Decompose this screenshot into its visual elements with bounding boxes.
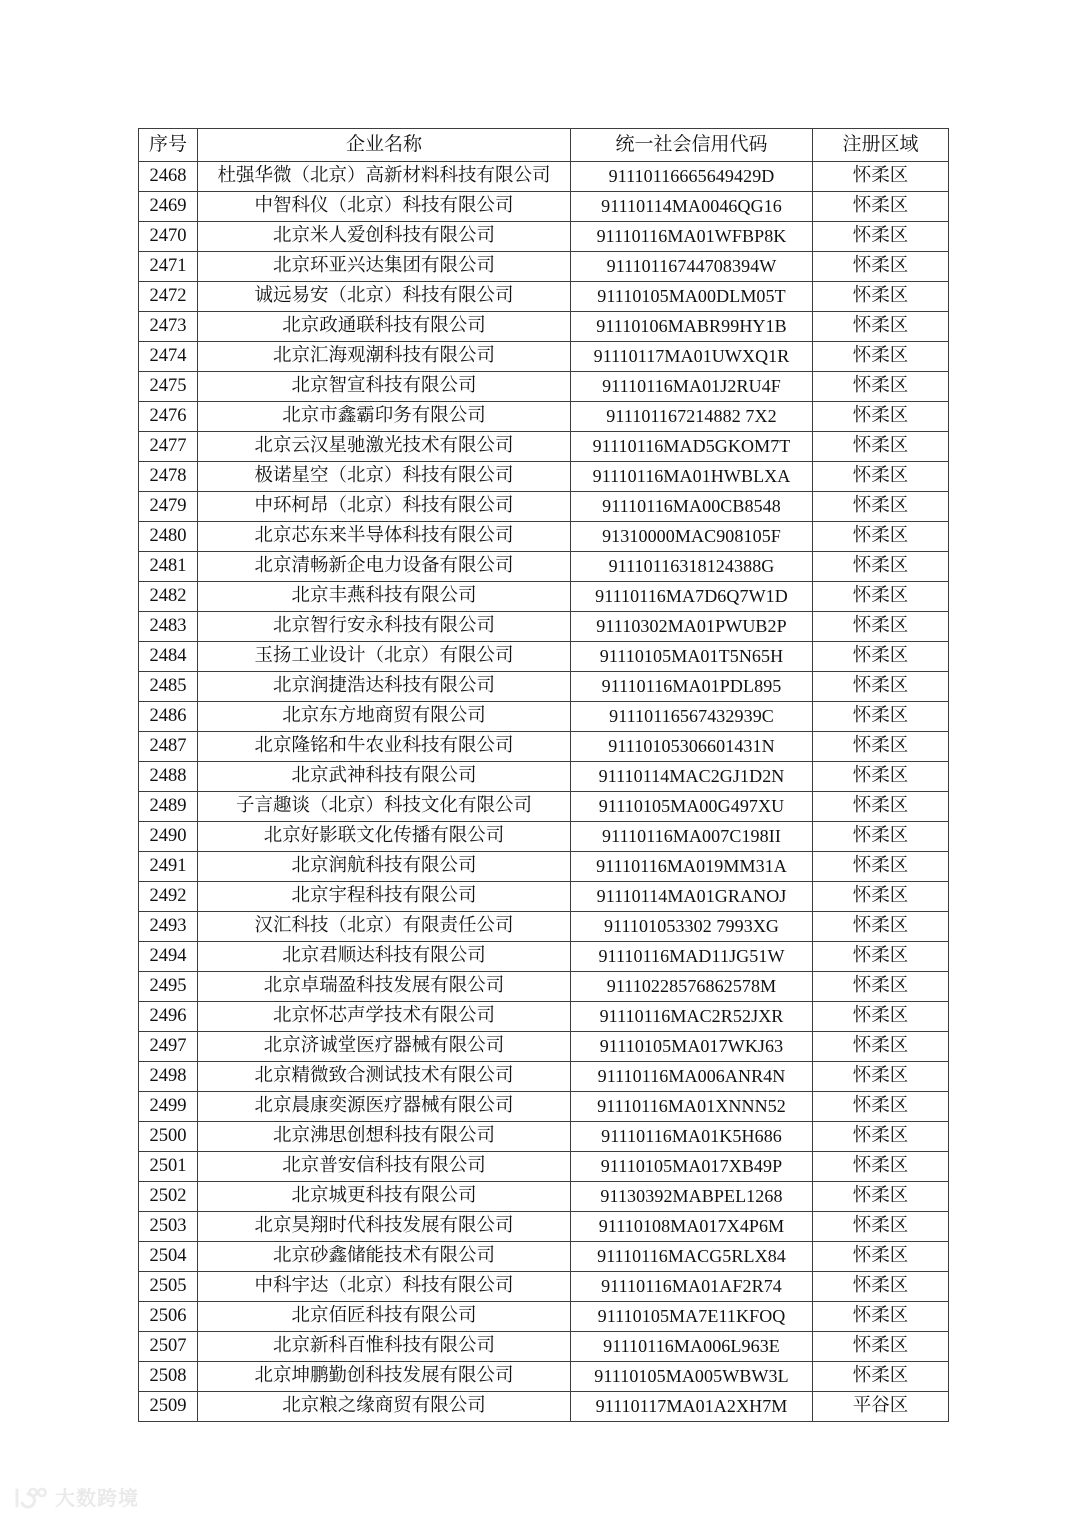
cell-enterprise-name: 北京云汉星驰激光技术有限公司 <box>198 432 571 462</box>
cell-sequence: 2468 <box>139 162 198 192</box>
cell-enterprise-name: 北京精微致合测试技术有限公司 <box>198 1062 571 1092</box>
table-row <box>139 522 949 552</box>
cell-enterprise-name: 杜强华微（北京）高新材料科技有限公司 <box>198 162 571 192</box>
cell-registration-area: 怀柔区 <box>813 492 949 522</box>
table-row <box>139 492 949 522</box>
table-row <box>139 1152 949 1182</box>
cell-credit-code: 91110116MA019MM31A <box>571 852 813 882</box>
table-row <box>139 1242 949 1272</box>
cell-credit-code: 91110105MA7E11KFOQ <box>571 1302 813 1332</box>
cell-enterprise-name: 汉汇科技（北京）有限责任公司 <box>198 912 571 942</box>
cell-credit-code: 91110116MA006L963E <box>571 1332 813 1362</box>
cell-credit-code: 91110116744708394W <box>571 252 813 282</box>
cell-registration-area: 怀柔区 <box>813 1182 949 1212</box>
column-header-registration-area: 注册区域 <box>813 129 949 162</box>
cell-credit-code: 91110116MACG5RLX84 <box>571 1242 813 1272</box>
cell-sequence: 2508 <box>139 1362 198 1392</box>
cell-registration-area: 怀柔区 <box>813 342 949 372</box>
table-row <box>139 822 949 852</box>
cell-registration-area: 怀柔区 <box>813 1212 949 1242</box>
cell-enterprise-name: 北京粮之缘商贸有限公司 <box>198 1392 571 1422</box>
cell-sequence: 2498 <box>139 1062 198 1092</box>
cell-sequence: 2469 <box>139 192 198 222</box>
cell-enterprise-name: 北京隆铭和牛农业科技有限公司 <box>198 732 571 762</box>
cell-enterprise-name: 中智科仪（北京）科技有限公司 <box>198 192 571 222</box>
cell-registration-area: 怀柔区 <box>813 312 949 342</box>
cell-enterprise-name: 玉扬工业设计（北京）有限公司 <box>198 642 571 672</box>
cell-registration-area: 怀柔区 <box>813 1272 949 1302</box>
cell-registration-area: 怀柔区 <box>813 642 949 672</box>
table-row <box>139 312 949 342</box>
cell-sequence: 2503 <box>139 1212 198 1242</box>
cell-credit-code: 91110108MA017X4P6M <box>571 1212 813 1242</box>
cell-credit-code: 91110105MA017XB49P <box>571 1152 813 1182</box>
cell-enterprise-name: 北京沸思创想科技有限公司 <box>198 1122 571 1152</box>
cell-credit-code: 91110116MAD5GKOM7T <box>571 432 813 462</box>
table-row <box>139 1092 949 1122</box>
cell-sequence: 2490 <box>139 822 198 852</box>
cell-enterprise-name: 中科宇达（北京）科技有限公司 <box>198 1272 571 1302</box>
table-row <box>139 1362 949 1392</box>
table-row <box>139 792 949 822</box>
cell-sequence: 2509 <box>139 1392 198 1422</box>
cell-registration-area: 怀柔区 <box>813 1062 949 1092</box>
cell-registration-area: 平谷区 <box>813 1392 949 1422</box>
cell-registration-area: 怀柔区 <box>813 1002 949 1032</box>
cell-registration-area: 怀柔区 <box>813 162 949 192</box>
cell-sequence: 2502 <box>139 1182 198 1212</box>
cell-enterprise-name: 北京君顺达科技有限公司 <box>198 942 571 972</box>
table-row <box>139 1032 949 1062</box>
cell-sequence: 2477 <box>139 432 198 462</box>
cell-registration-area: 怀柔区 <box>813 582 949 612</box>
cell-registration-area: 怀柔区 <box>813 762 949 792</box>
cell-enterprise-name: 中环柯昂（北京）科技有限公司 <box>198 492 571 522</box>
cell-enterprise-name: 北京砂鑫储能技术有限公司 <box>198 1242 571 1272</box>
cell-registration-area: 怀柔区 <box>813 222 949 252</box>
cell-sequence: 2497 <box>139 1032 198 1062</box>
cell-sequence: 2495 <box>139 972 198 1002</box>
cell-enterprise-name: 北京怀芯声学技术有限公司 <box>198 1002 571 1032</box>
cell-enterprise-name: 北京智行安永科技有限公司 <box>198 612 571 642</box>
cell-registration-area: 怀柔区 <box>813 822 949 852</box>
cell-credit-code: 91110105MA017WKJ63 <box>571 1032 813 1062</box>
cell-enterprise-name: 北京智宣科技有限公司 <box>198 372 571 402</box>
cell-registration-area: 怀柔区 <box>813 372 949 402</box>
cell-credit-code: 91110116MA7D6Q7W1D <box>571 582 813 612</box>
cell-sequence: 2483 <box>139 612 198 642</box>
table-row <box>139 402 949 432</box>
cell-credit-code: 91110114MAC2GJ1D2N <box>571 762 813 792</box>
table-row <box>139 702 949 732</box>
cell-registration-area: 怀柔区 <box>813 612 949 642</box>
cell-registration-area: 怀柔区 <box>813 282 949 312</box>
cell-credit-code: 91110116MA006ANR4N <box>571 1062 813 1092</box>
cell-credit-code: 91110117MA01A2XH7M <box>571 1392 813 1422</box>
cell-enterprise-name: 北京卓瑞盈科技发展有限公司 <box>198 972 571 1002</box>
cell-sequence: 2494 <box>139 942 198 972</box>
table-row <box>139 552 949 582</box>
table-row <box>139 672 949 702</box>
cell-enterprise-name: 北京政通联科技有限公司 <box>198 312 571 342</box>
cell-registration-area: 怀柔区 <box>813 462 949 492</box>
cell-sequence: 2481 <box>139 552 198 582</box>
table-row <box>139 882 949 912</box>
cell-enterprise-name: 北京丰燕科技有限公司 <box>198 582 571 612</box>
cell-enterprise-name: 北京东方地商贸有限公司 <box>198 702 571 732</box>
cell-registration-area: 怀柔区 <box>813 882 949 912</box>
cell-credit-code: 91110228576862578M <box>571 972 813 1002</box>
cell-enterprise-name: 北京好影联文化传播有限公司 <box>198 822 571 852</box>
cell-credit-code: 91110105MA00G497XU <box>571 792 813 822</box>
table-row <box>139 942 949 972</box>
column-header-sequence: 序号 <box>139 129 198 162</box>
cell-sequence: 2496 <box>139 1002 198 1032</box>
cell-credit-code: 91110302MA01PWUB2P <box>571 612 813 642</box>
table-row <box>139 1062 949 1092</box>
watermark-text: 大数跨境 <box>55 1486 139 1510</box>
cell-credit-code: 91110116318124388G <box>571 552 813 582</box>
table-row <box>139 1182 949 1212</box>
cell-registration-area: 怀柔区 <box>813 552 949 582</box>
cell-registration-area: 怀柔区 <box>813 972 949 1002</box>
cell-credit-code: 91110105MA00DLM05T <box>571 282 813 312</box>
cell-enterprise-name: 北京晨康奕源医疗器械有限公司 <box>198 1092 571 1122</box>
cell-sequence: 2505 <box>139 1272 198 1302</box>
cell-credit-code: 91110116MA01AF2R74 <box>571 1272 813 1302</box>
cell-sequence: 2470 <box>139 222 198 252</box>
cell-sequence: 2499 <box>139 1092 198 1122</box>
table-row <box>139 1392 949 1422</box>
cell-enterprise-name: 北京城更科技有限公司 <box>198 1182 571 1212</box>
cell-credit-code: 91110106MABR99HY1B <box>571 312 813 342</box>
cell-sequence: 2484 <box>139 642 198 672</box>
cell-enterprise-name: 北京坤鹏勤创科技发展有限公司 <box>198 1362 571 1392</box>
cell-credit-code: 91110116MA01WFBP8K <box>571 222 813 252</box>
cell-registration-area: 怀柔区 <box>813 522 949 552</box>
cell-registration-area: 怀柔区 <box>813 792 949 822</box>
cell-credit-code: 91110116567432939C <box>571 702 813 732</box>
cell-enterprise-name: 北京润航科技有限公司 <box>198 852 571 882</box>
cell-sequence: 2479 <box>139 492 198 522</box>
cell-enterprise-name: 北京润捷浩达科技有限公司 <box>198 672 571 702</box>
cell-sequence: 2501 <box>139 1152 198 1182</box>
enterprise-registry-table <box>138 128 949 1422</box>
cell-enterprise-name: 北京清畅新企电力设备有限公司 <box>198 552 571 582</box>
cell-registration-area: 怀柔区 <box>813 252 949 282</box>
table-header <box>139 129 949 162</box>
table-row <box>139 582 949 612</box>
cell-credit-code: 91110116MA01J2RU4F <box>571 372 813 402</box>
cell-enterprise-name: 北京武神科技有限公司 <box>198 762 571 792</box>
cell-registration-area: 怀柔区 <box>813 1242 949 1272</box>
cell-enterprise-name: 北京环亚兴达集团有限公司 <box>198 252 571 282</box>
cell-credit-code: 91110116MAC2R52JXR <box>571 1002 813 1032</box>
cell-credit-code: 91110114MA01GRANOJ <box>571 882 813 912</box>
cell-registration-area: 怀柔区 <box>813 672 949 702</box>
cell-credit-code: 91110105306601431N <box>571 732 813 762</box>
table-row <box>139 252 949 282</box>
cell-credit-code: 911101167214882 7X2 <box>571 402 813 432</box>
cell-registration-area: 怀柔区 <box>813 1302 949 1332</box>
cell-sequence: 2504 <box>139 1242 198 1272</box>
table-row <box>139 1212 949 1242</box>
cell-registration-area: 怀柔区 <box>813 1032 949 1062</box>
cell-sequence: 2475 <box>139 372 198 402</box>
table-row <box>139 1332 949 1362</box>
cell-sequence: 2493 <box>139 912 198 942</box>
cell-enterprise-name: 北京市鑫霸印务有限公司 <box>198 402 571 432</box>
cell-registration-area: 怀柔区 <box>813 702 949 732</box>
cell-sequence: 2476 <box>139 402 198 432</box>
cell-registration-area: 怀柔区 <box>813 432 949 462</box>
cell-credit-code: 91110105MA01T5N65H <box>571 642 813 672</box>
cell-credit-code: 91110117MA01UWXQ1R <box>571 342 813 372</box>
cell-enterprise-name: 北京昊翔时代科技发展有限公司 <box>198 1212 571 1242</box>
cell-sequence: 2489 <box>139 792 198 822</box>
cell-enterprise-name: 北京佰匠科技有限公司 <box>198 1302 571 1332</box>
cell-credit-code: 91110114MA0046QG16 <box>571 192 813 222</box>
cell-credit-code: 91110116MA01HWBLXA <box>571 462 813 492</box>
column-header-credit-code: 统一社会信用代码 <box>571 129 813 162</box>
table-row <box>139 342 949 372</box>
table-row <box>139 1002 949 1032</box>
cell-credit-code: 91110105MA005WBW3L <box>571 1362 813 1392</box>
watermark <box>14 1487 139 1509</box>
table-row <box>139 432 949 462</box>
cell-sequence: 2500 <box>139 1122 198 1152</box>
registry-table-container <box>138 128 948 1422</box>
cell-enterprise-name: 北京米人爱创科技有限公司 <box>198 222 571 252</box>
cell-credit-code: 91110116MA007C198II <box>571 822 813 852</box>
table-row <box>139 852 949 882</box>
cell-sequence: 2473 <box>139 312 198 342</box>
cell-credit-code: 91110116MA01K5H686 <box>571 1122 813 1152</box>
column-header-enterprise-name: 企业名称 <box>198 129 571 162</box>
cell-sequence: 2488 <box>139 762 198 792</box>
table-row <box>139 612 949 642</box>
table-row <box>139 912 949 942</box>
cell-sequence: 2486 <box>139 702 198 732</box>
table-row <box>139 282 949 312</box>
cell-credit-code: 91110116MA01XNNN52 <box>571 1092 813 1122</box>
cell-credit-code: 91310000MAC908105F <box>571 522 813 552</box>
cell-sequence: 2480 <box>139 522 198 552</box>
cell-sequence: 2491 <box>139 852 198 882</box>
table-row <box>139 1122 949 1152</box>
cell-registration-area: 怀柔区 <box>813 1152 949 1182</box>
cell-credit-code: 911101053302 7993XG <box>571 912 813 942</box>
table-header-row <box>139 129 949 162</box>
cell-enterprise-name: 诚远易安（北京）科技有限公司 <box>198 282 571 312</box>
cell-sequence: 2487 <box>139 732 198 762</box>
table-row <box>139 972 949 1002</box>
cell-credit-code: 91110116MA01PDL895 <box>571 672 813 702</box>
cell-sequence: 2478 <box>139 462 198 492</box>
cell-sequence: 2485 <box>139 672 198 702</box>
cell-credit-code: 91110116MA00CB8548 <box>571 492 813 522</box>
table-row <box>139 762 949 792</box>
table-row <box>139 162 949 192</box>
cell-enterprise-name: 极诺星空（北京）科技有限公司 <box>198 462 571 492</box>
cell-sequence: 2492 <box>139 882 198 912</box>
table-row <box>139 462 949 492</box>
table-row <box>139 732 949 762</box>
table-body <box>139 162 949 1422</box>
cell-sequence: 2472 <box>139 282 198 312</box>
cell-enterprise-name: 北京汇海观潮科技有限公司 <box>198 342 571 372</box>
cell-enterprise-name: 北京新科百惟科技有限公司 <box>198 1332 571 1362</box>
cell-registration-area: 怀柔区 <box>813 402 949 432</box>
cell-sequence: 2506 <box>139 1302 198 1332</box>
cell-sequence: 2482 <box>139 582 198 612</box>
cell-enterprise-name: 北京普安信科技有限公司 <box>198 1152 571 1182</box>
cell-registration-area: 怀柔区 <box>813 1332 949 1362</box>
cell-registration-area: 怀柔区 <box>813 1362 949 1392</box>
cell-enterprise-name: 北京芯东来半导体科技有限公司 <box>198 522 571 552</box>
table-row <box>139 1302 949 1332</box>
cell-registration-area: 怀柔区 <box>813 192 949 222</box>
cell-enterprise-name: 北京济诚堂医疗器械有限公司 <box>198 1032 571 1062</box>
cell-registration-area: 怀柔区 <box>813 942 949 972</box>
table-row <box>139 192 949 222</box>
circles-logo-icon <box>14 1487 48 1509</box>
cell-registration-area: 怀柔区 <box>813 732 949 762</box>
table-row <box>139 372 949 402</box>
table-row <box>139 1272 949 1302</box>
cell-sequence: 2471 <box>139 252 198 282</box>
cell-enterprise-name: 子言趣谈（北京）科技文化有限公司 <box>198 792 571 822</box>
cell-sequence: 2474 <box>139 342 198 372</box>
cell-enterprise-name: 北京宇程科技有限公司 <box>198 882 571 912</box>
cell-credit-code: 91110116665649429D <box>571 162 813 192</box>
table-row <box>139 222 949 252</box>
cell-registration-area: 怀柔区 <box>813 1092 949 1122</box>
table-row <box>139 642 949 672</box>
cell-registration-area: 怀柔区 <box>813 852 949 882</box>
cell-registration-area: 怀柔区 <box>813 912 949 942</box>
cell-registration-area: 怀柔区 <box>813 1122 949 1152</box>
cell-credit-code: 91130392MABPEL1268 <box>571 1182 813 1212</box>
cell-credit-code: 91110116MAD11JG51W <box>571 942 813 972</box>
cell-sequence: 2507 <box>139 1332 198 1362</box>
